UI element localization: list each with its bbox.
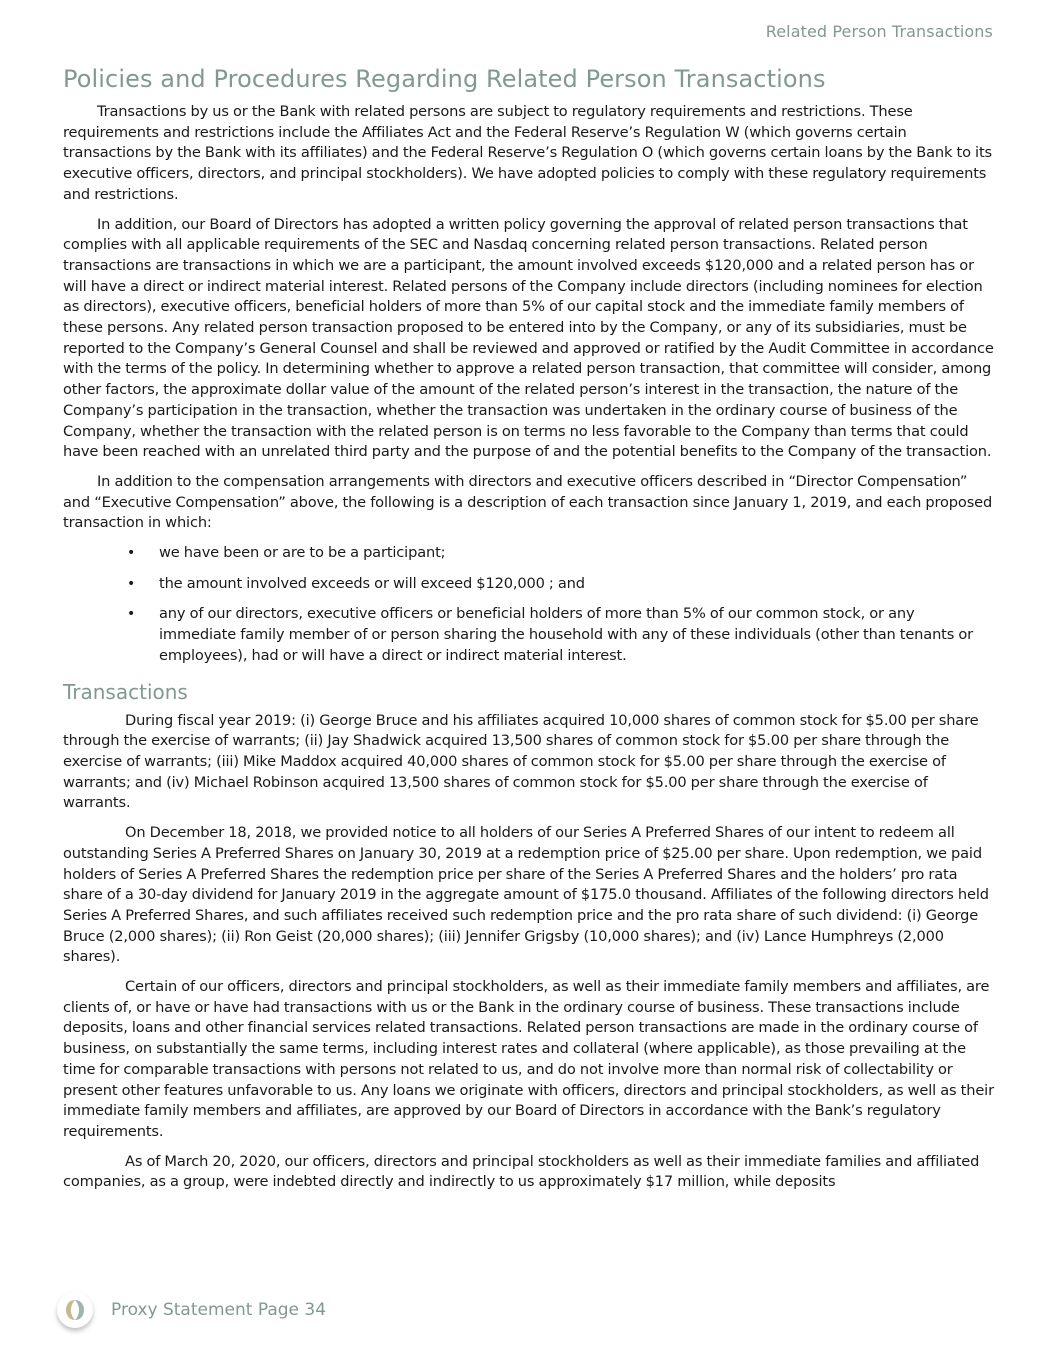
policy-paragraph: In addition to the compensation arrangements with directors and executive officers described in “Director Compensation” and “Executive Compensation” above, the following is a description of each transaction since January 1, 2019, and each proposed transaction in which: bbox=[63, 472, 993, 532]
transactions-heading: Transactions bbox=[63, 679, 188, 704]
transactions-paragraph: During fiscal year 2019: (i) George Bruce and his affiliates acquired 10,000 shares of common stock for $5.00 per share through the exercise of warrants; (ii) Jay Shadwick acquired 13,500 shares of common stock for $5.00 per share through the exercise of warrants; (iii) Mike Maddox acquired 40,000 shares of common stock for $5.00 per share through the exercise of warrants; and (iv) Michael Robinson acquired 13,500 shares of common stock for $5.00 per share through the exercise of warrants. bbox=[63, 711, 979, 812]
list-item: • the amount involved exceeds or will exceed $120,000 ; and bbox=[159, 574, 995, 595]
list-item: • any of our directors, executive officers or beneficial holders of more than 5% of our common stock, or any immediate family member of or person sharing the household with any of these individuals (other than tenants or employees), had or will have a direct or indirect material interest. bbox=[159, 604, 995, 666]
transactions-paragraph: On December 18, 2018, we provided notice to all holders of our Series A Preferred Shares of our intent to redeem all outstanding Series A Preferred Shares on January 30, 2019 at a redemption price of $25.00 per share. Upon redemption, we paid holders of Series A Preferred Shares the redemption price per share of the Series A Preferred Shares and the holders’ pro rata share of a 30-day dividend for January 2019 in the aggregate amount of $175.0 thousand. Affiliates of the following directors held Series A Preferred Shares, and such affiliates received such redemption price and the pro rata share of such dividend: (i) George Bruce (2,000 shares); (ii) Ron Geist (20,000 shares); (iii) Jennifer Grigsby (10,000 shares); and (iv) Lance Humphreys (2,000 shares). bbox=[63, 824, 989, 966]
section-title: Policies and Procedures Regarding Related Person Transactions bbox=[63, 65, 826, 93]
transactions-paragraph: As of March 20, 2020, our officers, directors and principal stockholders as well as their immediate families and affiliated companies, as a group, were indebted directly and indirectly to us approximately $17 million, while deposits bbox=[63, 1152, 980, 1191]
ring-logo-icon bbox=[57, 1292, 93, 1328]
criteria-list bbox=[63, 543, 995, 667]
running-header: Related Person Transactions bbox=[765, 22, 993, 41]
transactions-paragraph: Certain of our officers, directors and principal stockholders, as well as their immediate family members and affiliates, are clients of, or have or have had transactions with us or the Bank in the ordinary course of business. These transactions include deposits, loans and other financial services related transactions. Related person transactions are made in the ordinary course of business, on substantially the same terms, including interest rates and collateral (where applicable), as those prevailing at the time for comparable transactions with persons not related to us, and do not involve more than normal risk of collectability or present other features unfavorable to us. Any loans we originate with officers, directors and principal stockholders, as well as their immediate family members and affiliates, are approved by our Board of Directors in accordance with the Bank’s regulatory requirements. bbox=[63, 978, 994, 1140]
policy-paragraph: Transactions by us or the Bank with related persons are subject to regulatory requirements and restrictions. These requirements and restrictions include the Affiliates Act and the Federal Reserve’s Regulation W (which governs certain transactions by the Bank with its affiliates) and the Federal Reserve’s Regulation O (which governs certain loans by the Bank to its executive officers, directors, and principal stockholders). We have adopted policies to comply with these regulatory requirements and restrictions. bbox=[63, 103, 992, 203]
list-item: • we have been or are to be a participant; bbox=[159, 543, 995, 564]
page-content bbox=[63, 62, 995, 1202]
policy-paragraph: In addition, our Board of Directors has adopted a written policy governing the approval of related person transactions that complies with all applicable requirements of the SEC and Nasdaq concerning related person transactions. Related person transactions are transactions in which we are a participant, the amount involved exceeds $120,000 and a related person has or will have a direct or indirect material interest. Related persons of the Company include directors (including nominees for election as directors), executive officers, beneficial holders of more than 5% of our capital stock and the immediate family members of these persons. Any related person transaction proposed to be entered into by the Company, or any of its subsidiaries, must be reported to the Company’s General Counsel and shall be reviewed and approved or ratified by the Audit Committee in accordance with the terms of the policy. In determining whether to approve a related person transaction, that committee will consider, among other factors, the approximate dollar value of the amount of the related person’s interest in the transaction, the nature of the Company’s participation in the transaction, whether the transaction was undertaken in the ordinary course of business of the Company, whether the transaction with the related person is on terms no less favorable to the Company than terms that could have been reached with an unrelated third party and the purpose of and the potential benefits to the Company of the transaction. bbox=[63, 215, 994, 461]
page-footer bbox=[57, 1292, 326, 1328]
page-number-label: Proxy Statement Page 34 bbox=[111, 1300, 327, 1320]
